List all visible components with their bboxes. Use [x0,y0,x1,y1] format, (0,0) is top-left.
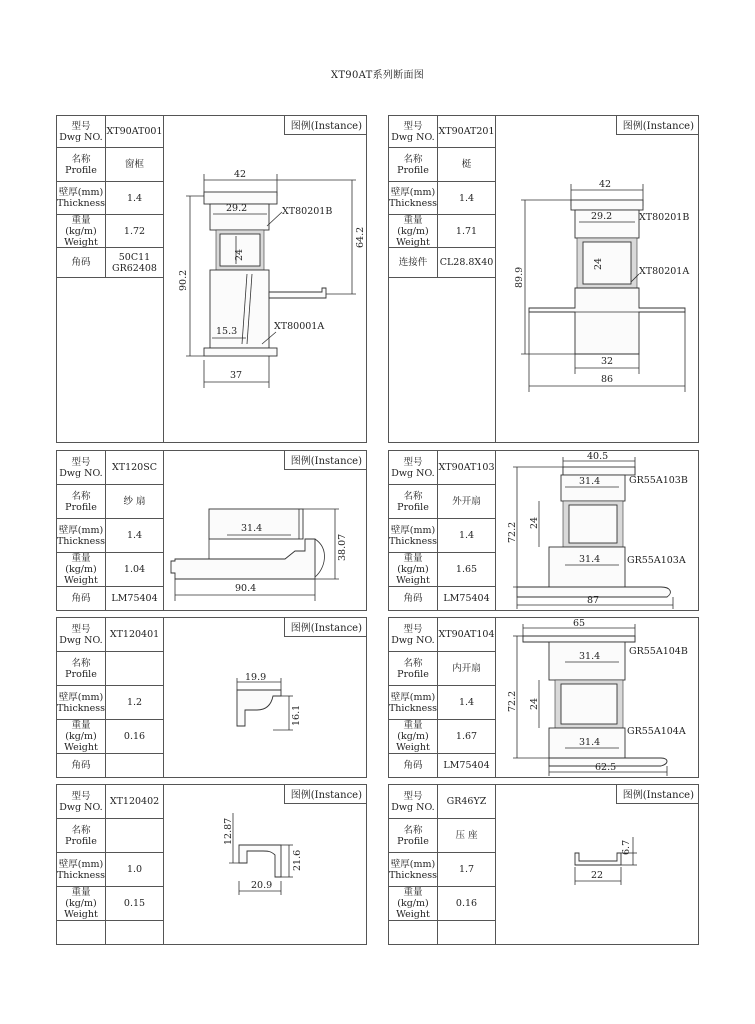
dim-label: 24 [529,516,540,529]
dwg-value: GR46YZ [446,796,487,807]
dim-label: 64.2 [355,226,366,248]
thickness-label: 壁厚(mm) [58,187,104,198]
weight-label: 重量(kg/m) [397,553,429,575]
dim-label: 31.4 [579,476,601,487]
extra-value: LM75404 [443,593,490,604]
section-drawing [217,805,327,905]
dim-label: 31.4 [579,737,601,748]
dwg-label-en: Dwg NO. [59,801,103,813]
profile-card-xt120401 [56,617,367,778]
dwg-value: XT120401 [109,629,160,640]
profile-card-gr46yz [388,784,699,945]
thickness-value: 1.4 [458,530,475,541]
weight-label: 重量(kg/m) [397,720,429,742]
dim-label: 6.7 [621,839,632,855]
profile-label-en: Profile [65,164,97,176]
dim-label: 24 [234,248,245,261]
weight-value: 1.71 [455,225,478,237]
spec-table [389,618,496,777]
profile-label: 名称 [403,490,423,502]
dim-label: 21.6 [292,849,303,871]
dim-label: 31.4 [579,554,601,565]
profile-card-xt90at103 [388,450,699,611]
spec-table [57,116,164,442]
dwg-value: XT90AT001 [106,126,163,137]
weight-value: 1.67 [455,731,478,742]
dwg-label: 型号 [403,120,423,132]
dim-label: 32 [601,356,614,367]
weight-value: 0.15 [123,898,146,909]
dwg-value: XT90AT104 [438,629,495,640]
dim-label: 24 [529,697,540,710]
dim-label: 87 [587,595,600,606]
dim-label: 86 [601,374,614,385]
weight-label: 重量(kg/m) [65,720,97,742]
extra-label: 连接件 [398,257,428,268]
thickness-value: 1.4 [458,697,475,708]
weight-label-en: Weight [64,742,98,753]
profile-label-en: Profile [397,668,429,680]
thickness-label-en: Thickness [56,702,106,714]
dim-label: GR55A103B [629,475,688,486]
extra-value: LM75404 [443,760,490,771]
dwg-label: 型号 [71,790,91,802]
weight-label: 重量(kg/m) [65,553,97,575]
profile-card-xt90at201 [388,115,699,443]
thickness-label: 壁厚(mm) [58,691,104,703]
extra-value: CL28.8X40 [439,257,494,268]
dim-label: 42 [234,169,247,180]
thickness-label-en: Thickness [388,535,438,547]
spec-table [389,451,496,610]
section-drawing [559,829,659,909]
profile-value: 外开扇 [452,496,481,507]
section-drawing [178,166,366,396]
profile-card-xt90at001 [56,115,367,443]
dwg-value: XT90AT103 [438,462,495,473]
dwg-value: XT120402 [109,796,160,807]
thickness-label-en: Thickness [388,702,438,714]
dwg-label-en: Dwg NO. [59,467,103,479]
dwg-label-en: Dwg NO. [59,131,103,143]
extra-value [438,921,495,944]
instance-tag: 图例(Instance) [284,451,366,470]
weight-label-en: Weight [396,575,430,586]
weight-label-en: Weight [64,909,98,920]
thickness-value: 1.2 [126,697,143,708]
dim-label: 24 [593,257,604,270]
dim-label: XT80201A [639,266,690,277]
profile-label: 名称 [403,153,423,165]
thickness-label: 壁厚(mm) [390,691,436,703]
extra-value [106,921,163,944]
profile-label: 名称 [403,824,423,836]
weight-label: 重量(kg/m) [397,887,429,909]
dwg-value: XT120SC [111,462,157,473]
dim-label: 29.2 [591,211,613,222]
profile-value: 窗框 [124,159,144,170]
dwg-label-en: Dwg NO. [391,801,435,813]
thickness-label: 壁厚(mm) [58,524,104,536]
section-drawing [515,178,695,408]
weight-label: 重量(kg/m) [65,887,97,909]
dim-label: 37 [230,370,243,381]
thickness-label-en: Thickness [388,869,438,881]
profile-value: 内开扇 [452,663,481,674]
dim-label: XT80001A [274,321,325,332]
thickness-label-en: Thickness [56,535,106,547]
spec-table [57,451,164,610]
dim-label: 31.4 [241,523,263,534]
thickness-label-en: Thickness [388,198,438,209]
profile-value [106,652,163,685]
dim-label: 90.2 [178,269,189,291]
dwg-label: 型号 [71,120,91,132]
extra-label: 角码 [71,257,91,268]
instance-tag: 图例(Instance) [284,116,366,135]
dim-label: 12.87 [223,817,234,845]
thickness-label: 壁厚(mm) [390,858,436,870]
dim-label: 38.07 [337,533,348,561]
extra-value: 50C11 GR62408 [112,251,157,274]
thickness-value: 1.0 [126,864,143,875]
profile-label-en: Profile [65,501,97,513]
extra-label: 角码 [71,760,91,771]
thickness-value: 1.7 [458,864,475,875]
dim-label: GR55A104A [627,726,686,737]
weight-label-en: Weight [396,236,430,248]
spec-table [389,116,496,442]
profile-card-xt120402 [56,784,367,945]
profile-label: 名称 [71,153,91,165]
profile-card-xt90at104 [388,617,699,778]
extra-label: 角码 [403,593,423,604]
dim-label: 40.5 [587,451,609,462]
profile-label: 名称 [71,824,91,836]
weight-value: 0.16 [455,898,478,909]
dim-label: 62.5 [595,762,617,773]
profile-card-xt120sc [56,450,367,611]
dim-label: 29.2 [226,203,248,214]
instance-tag: 图例(Instance) [616,785,698,804]
thickness-label-en: Thickness [56,198,106,209]
weight-label-en: Weight [396,909,430,920]
profile-value: 压 座 [455,830,478,841]
profile-label: 名称 [403,657,423,669]
profile-label-en: Profile [397,501,429,513]
dim-label: 15.3 [216,326,238,337]
instance-tag: 图例(Instance) [616,116,698,135]
dim-label: 90.4 [235,583,257,594]
dim-label: 72.2 [507,690,518,712]
weight-label-en: Weight [396,742,430,753]
weight-value: 1.65 [455,564,478,575]
profile-label-en: Profile [65,835,97,847]
dim-label: 22 [591,870,604,881]
dim-label: 42 [599,179,612,190]
weight-label-en: Weight [64,236,98,248]
spec-table [389,785,496,944]
dwg-label-en: Dwg NO. [59,634,103,646]
instance-tag: 图例(Instance) [284,785,366,804]
dim-label: GR55A104B [629,646,688,657]
dim-label: XT80201B [282,206,333,217]
dim-label: GR55A103A [627,555,686,566]
dwg-label: 型号 [403,790,423,802]
thickness-label: 壁厚(mm) [58,858,104,870]
dwg-label-en: Dwg NO. [391,131,435,143]
profile-label: 名称 [71,657,91,669]
profile-label: 名称 [71,490,91,502]
weight-value: 1.72 [123,225,146,237]
thickness-value: 1.4 [458,192,475,204]
profile-label-en: Profile [65,668,97,680]
thickness-value: 1.4 [126,192,143,204]
dim-label: 31.4 [579,651,601,662]
dim-label: 89.9 [514,266,525,288]
profile-value: 梃 [461,159,472,170]
dwg-value: XT90AT201 [438,126,495,137]
thickness-label: 壁厚(mm) [390,187,436,198]
weight-label-en: Weight [64,575,98,586]
extra-label: 角码 [71,593,91,604]
dim-label: 72.2 [507,521,518,543]
instance-tag: 图例(Instance) [284,618,366,637]
profile-label-en: Profile [397,835,429,847]
weight-label: 重量(kg/m) [397,214,429,237]
dim-label: 65 [573,618,586,629]
dwg-label: 型号 [403,623,423,635]
page-title: XT90AT系列断面图 [330,70,425,81]
profile-label-en: Profile [397,164,429,176]
profile-value: 纱 扇 [123,496,146,507]
section-drawing [217,670,317,750]
extra-value: LM75404 [111,593,158,604]
section-drawing [501,453,697,611]
dwg-label: 型号 [71,623,91,635]
profile-value [106,819,163,852]
dwg-label: 型号 [71,456,91,468]
weight-label: 重量(kg/m) [65,214,97,237]
spec-table [57,618,164,777]
section-drawing [501,620,697,778]
extra-value [106,754,163,777]
spec-table [57,785,164,944]
dim-label: 20.9 [251,880,273,891]
thickness-value: 1.4 [126,530,143,541]
dwg-label-en: Dwg NO. [391,467,435,479]
dim-label: 19.9 [245,672,267,683]
section-drawing [165,499,365,609]
dim-label: XT80201B [639,212,690,223]
dim-label: 16.1 [291,704,302,726]
weight-value: 1.04 [123,564,146,575]
thickness-label: 壁厚(mm) [390,524,436,536]
dwg-label-en: Dwg NO. [391,634,435,646]
extra-label: 角码 [403,760,423,771]
dwg-label: 型号 [403,456,423,468]
weight-value: 0.16 [123,731,146,742]
thickness-label-en: Thickness [56,869,106,881]
